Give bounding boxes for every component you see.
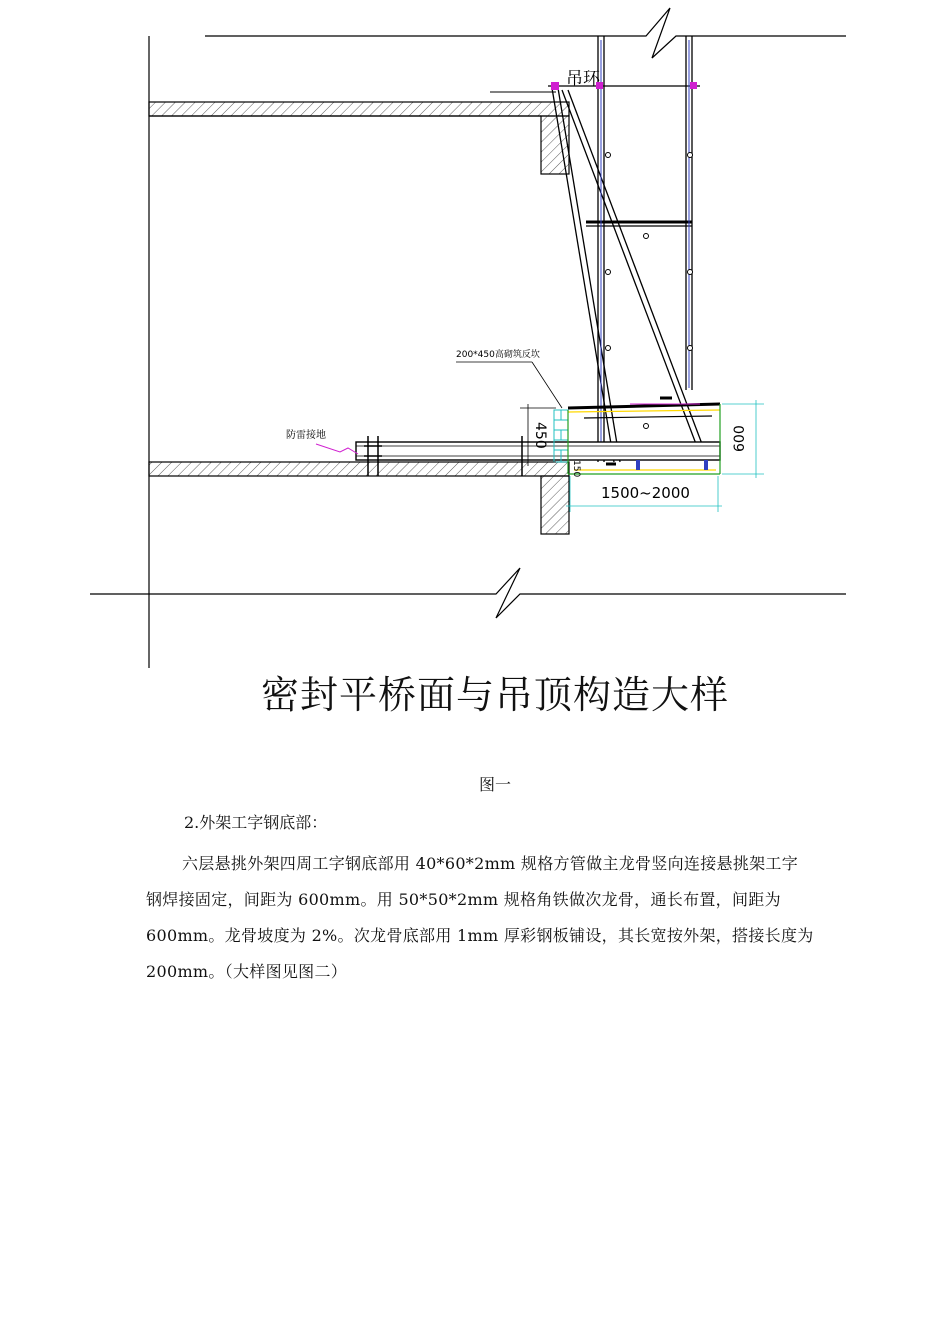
hanging-ring-label: 吊环	[566, 69, 600, 89]
blue-pipes	[601, 40, 689, 460]
curb-note-label: 200*450高砌筑反坎	[456, 350, 540, 360]
lightning-grounding-callout	[286, 428, 358, 454]
dim-150-label: 150	[571, 460, 581, 478]
lightning-grounding-label: 防雷接地	[286, 430, 326, 441]
section-paragraph: 六层悬挑外架四周工字钢底部用 40*60*2mm 规格方管做主龙骨竖向连接悬挑架工字钢焊接固定，间距为 600mm。用 50*50*2mm 规格角铁做次龙骨，通长布置，间距为 600mm。龙骨坡度为 2%。次龙骨底部用 1mm 厚彩钢板铺设，其长宽按外架，搭接长度为 200mm。（大样图见图二）	[146, 854, 814, 981]
dim-450-label: 450	[532, 422, 548, 449]
bolt-holes	[606, 153, 693, 429]
lower-floor-slab	[149, 462, 569, 534]
sealed-platform	[568, 398, 720, 474]
drawing-title: 密封平桥面与吊顶构造大样	[260, 673, 729, 717]
scaffold-frame	[548, 36, 702, 462]
upper-floor-slab	[149, 102, 569, 174]
dim-600-label: 600	[732, 425, 748, 452]
figure-caption: 图一	[478, 775, 511, 794]
section-heading: 2.外架工字钢底部：	[184, 813, 328, 832]
curb-note-callout	[456, 348, 562, 408]
hanging-ring-callout	[490, 69, 601, 92]
dim-span-label: 1500~2000	[601, 484, 690, 502]
